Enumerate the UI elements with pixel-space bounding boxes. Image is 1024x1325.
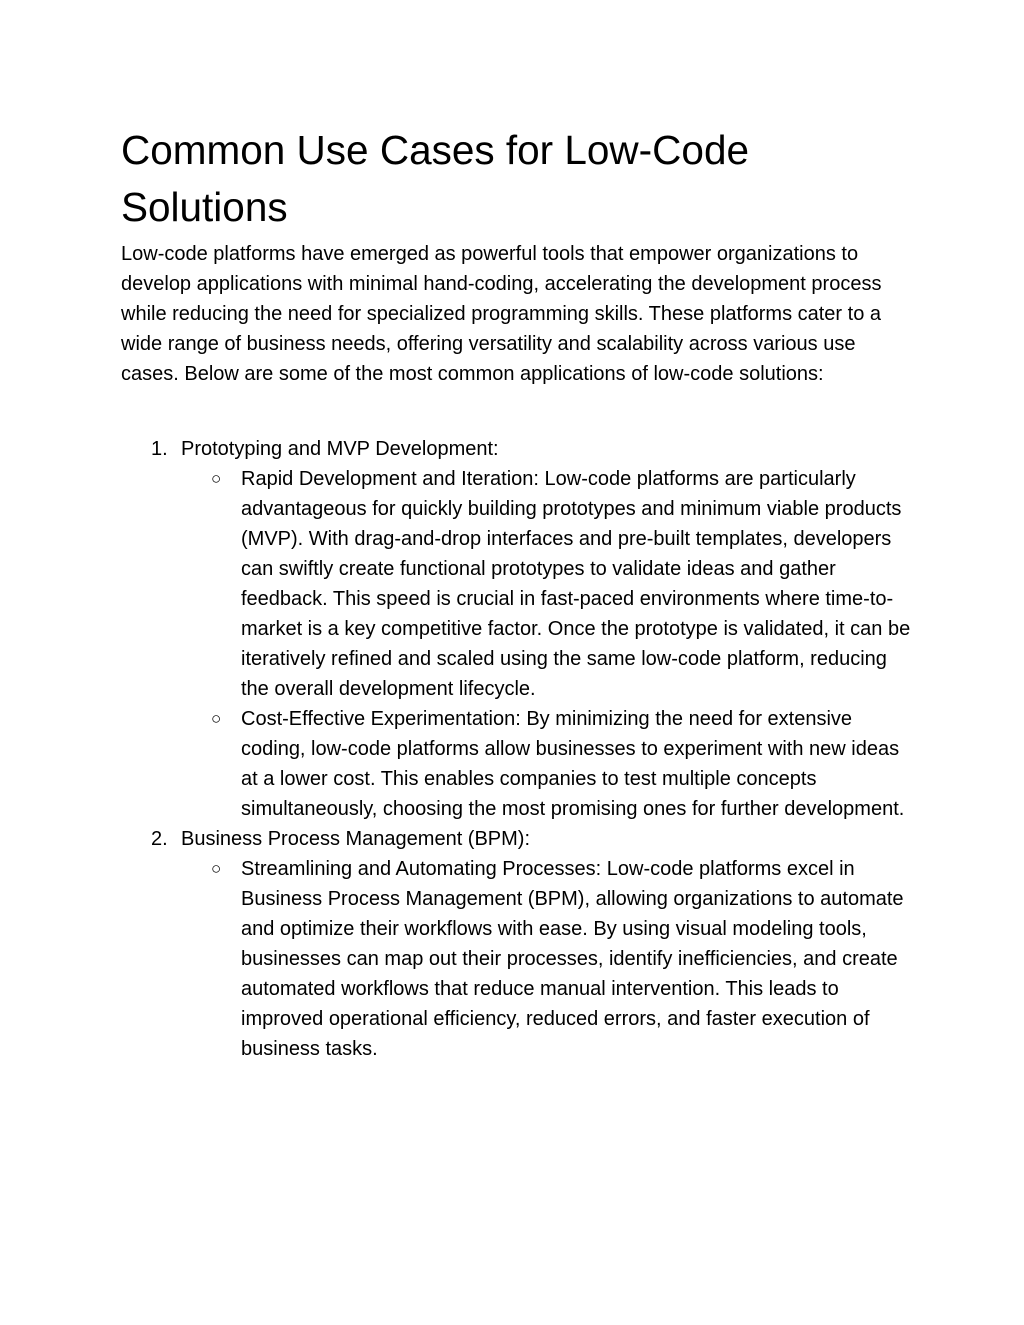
sub-list bbox=[121, 464, 914, 824]
section-heading: Business Process Management (BPM): bbox=[181, 828, 531, 850]
list-item bbox=[121, 824, 914, 1064]
hollow-circle-bullet-icon: ○ bbox=[211, 859, 222, 878]
list-number: 1. bbox=[151, 438, 168, 460]
section-heading-row bbox=[121, 434, 914, 464]
use-case-list bbox=[121, 434, 914, 1064]
hollow-circle-bullet-icon: ○ bbox=[211, 709, 222, 728]
sub-list-item bbox=[121, 464, 914, 704]
list-number: 2. bbox=[151, 828, 168, 850]
bullet-text: Rapid Development and Iteration: Low-code platforms are particularly advantageous for quickly building prototypes and minimum viable products (MVP). With drag-and-drop interfaces and pre-built templates, developers can swiftly create functional prototypes to validate ideas and gather feedback. This speed is crucial in fast-paced environments where time-to-market is a key competitive factor. Once the prototype is validated, it can be iteratively refined and scaled using the same low-code platform, reducing the overall development lifecycle. bbox=[241, 468, 911, 700]
page-title: Common Use Cases for Low-Code Solutions bbox=[121, 127, 749, 230]
section-heading-row bbox=[121, 824, 914, 854]
bullet-text: Streamlining and Automating Processes: Low-code platforms excel in Business Process Management (BPM), allowing organizations to automate and optimize their workflows with ease. By using visual modeling tools, businesses can map out their processes, identify inefficiencies, and create automated workflows that reduce manual intervention. This leads to improved operational efficiency, reduced errors, and faster execution of business tasks. bbox=[241, 858, 904, 1060]
sub-list-item bbox=[121, 854, 914, 1064]
sub-list bbox=[121, 854, 914, 1064]
sub-list-item bbox=[121, 704, 914, 824]
list-item bbox=[121, 434, 914, 824]
paragraph-spacer bbox=[121, 389, 914, 434]
section-heading: Prototyping and MVP Development: bbox=[181, 438, 499, 460]
bullet-text: Cost-Effective Experimentation: By minimizing the need for extensive coding, low-code platforms allow businesses to experiment with new ideas at a lower cost. This enables companies to test multiple concepts simultaneously, choosing the most promising ones for further development. bbox=[241, 708, 905, 820]
hollow-circle-bullet-icon: ○ bbox=[211, 469, 222, 488]
intro-paragraph: Low-code platforms have emerged as powerful tools that empower organizations to develop applications with minimal hand-coding, accelerating the development process while reducing the need for specialized programming skills. These platforms cater to a wide range of business needs, offering versatility and scalability across various use cases. Below are some of the most common applications of low-code solutions: bbox=[121, 243, 882, 385]
